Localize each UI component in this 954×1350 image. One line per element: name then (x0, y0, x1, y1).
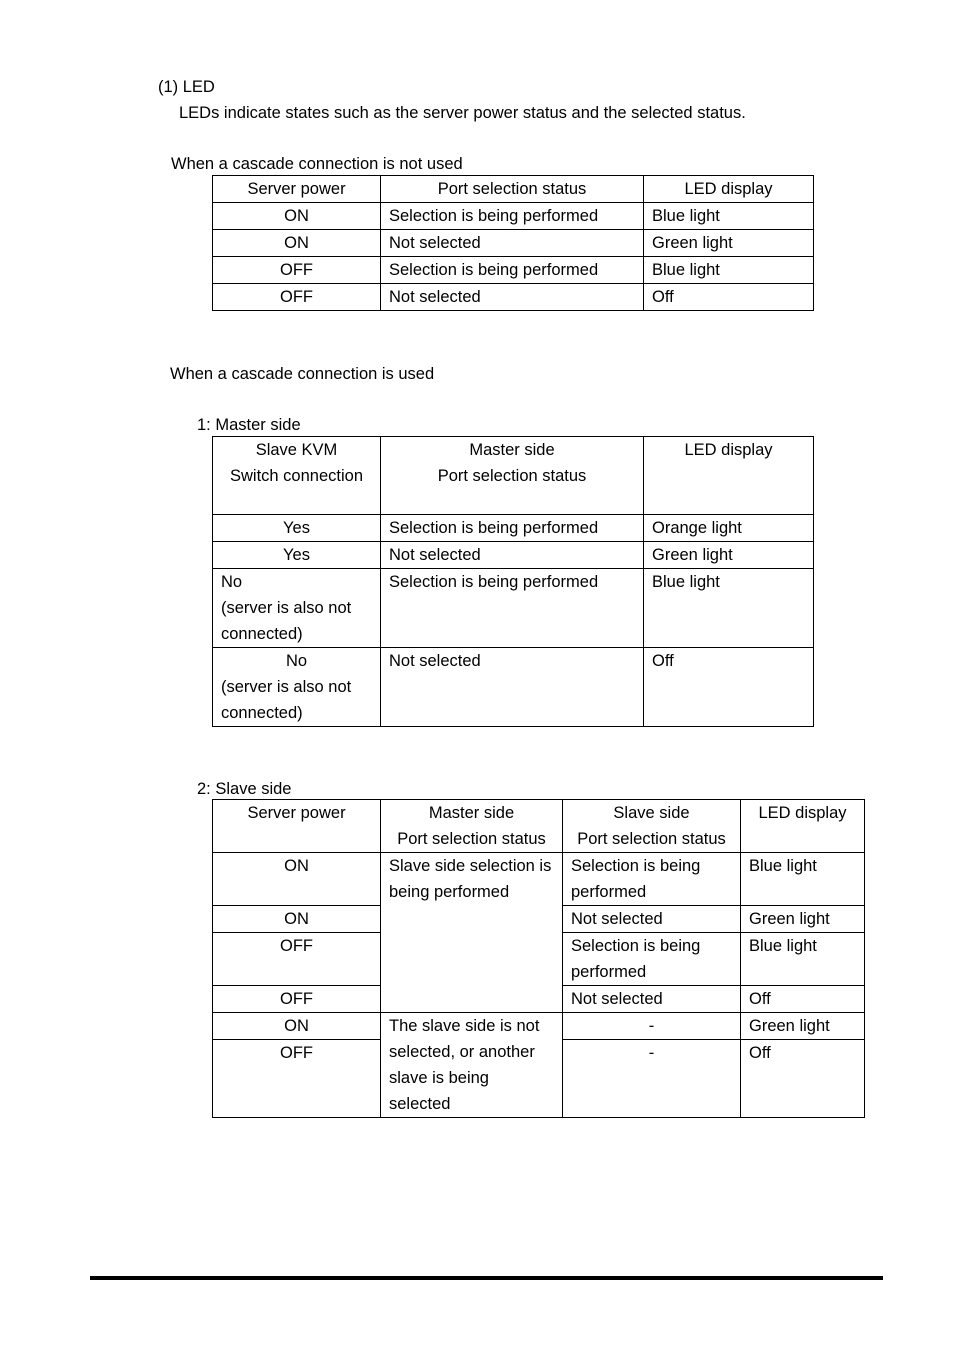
cell-server-power: ON (213, 203, 381, 230)
table2-caption: 1: Master side (197, 416, 301, 434)
cell-led-display: Green light (741, 1013, 865, 1040)
cell-slave-connection: Yes (213, 515, 381, 542)
table-row (213, 648, 814, 727)
table-row (213, 853, 865, 906)
section-intro: LEDs indicate states such as the server power status and the selected status. (179, 104, 746, 122)
cell-slave-connection (213, 569, 381, 648)
footer-rule (90, 1276, 883, 1280)
cell-server-power: ON (213, 1013, 381, 1040)
cell-port-selection: Not selected (381, 230, 644, 257)
header-master-port-selection: Master side Port selection status (381, 800, 563, 853)
cell-led-display: Green light (644, 542, 814, 569)
cell-slave-connection-note: (server is also not connected) (221, 678, 352, 722)
cell-master-group-not-selected: The slave side is not selected, or another slave is being selected (381, 1013, 563, 1118)
table-row (213, 1013, 865, 1040)
cell-slave-connection-note: (server is also not connected) (221, 599, 352, 643)
cell-master-group-selected: Slave side selection is being performed (381, 853, 563, 1013)
header-server-power: Server power (213, 800, 381, 853)
cell-slave-connection (213, 648, 381, 727)
cell-led-display: Off (644, 648, 814, 727)
cell-slave-connection: Yes (213, 542, 381, 569)
table-row (213, 515, 814, 542)
cell-slave-selection: - (563, 1040, 741, 1118)
cell-led-display: Off (644, 284, 814, 311)
cell-slave-selection: Not selected (563, 906, 741, 933)
header-slave-kvm: Slave KVM Switch connection (213, 437, 381, 515)
table3-caption: 2: Slave side (197, 780, 292, 798)
table-master-side (212, 436, 814, 727)
cell-port-selection: Not selected (381, 648, 644, 727)
header-led-display: LED display (741, 800, 865, 853)
cell-slave-selection: Not selected (563, 986, 741, 1013)
cell-led-display: Blue light (741, 853, 865, 906)
table-row (213, 542, 814, 569)
cell-server-power: ON (213, 853, 381, 906)
cell-slave-connection-value: No (285, 652, 308, 670)
header-master-port-selection: Master side Port selection status (381, 437, 644, 515)
cell-led-display: Blue light (644, 569, 814, 648)
table1-caption: When a cascade connection is not used (171, 155, 463, 173)
table-row (213, 284, 814, 311)
table-row (213, 203, 814, 230)
table-no-cascade (212, 175, 814, 311)
cell-port-selection: Not selected (381, 284, 644, 311)
cell-server-power: ON (213, 906, 381, 933)
section-heading: (1) LED (158, 78, 215, 96)
table-row (213, 257, 814, 284)
cell-port-selection: Not selected (381, 542, 644, 569)
cell-slave-selection: Selection is being performed (563, 853, 741, 906)
cell-slave-selection: Selection is being performed (563, 933, 741, 986)
header-port-selection: Port selection status (381, 176, 644, 203)
cell-server-power: OFF (213, 986, 381, 1013)
table-row (213, 569, 814, 648)
cell-server-power: OFF (213, 1040, 381, 1118)
cell-led-display: Off (741, 986, 865, 1013)
header-server-power: Server power (213, 176, 381, 203)
cell-server-power: OFF (213, 284, 381, 311)
cell-server-power: OFF (213, 257, 381, 284)
cell-led-display: Off (741, 1040, 865, 1118)
cell-led-display: Green light (741, 906, 865, 933)
cell-port-selection: Selection is being performed (381, 515, 644, 542)
cell-led-display: Blue light (644, 203, 814, 230)
cascade-caption: When a cascade connection is used (170, 365, 435, 383)
cell-led-display: Blue light (644, 257, 814, 284)
table-row (213, 230, 814, 257)
table-slave-side (212, 799, 865, 1118)
header-slave-port-selection: Slave side Port selection status (563, 800, 741, 853)
cell-led-display: Green light (644, 230, 814, 257)
cell-port-selection: Selection is being performed (381, 569, 644, 648)
cell-server-power: OFF (213, 933, 381, 986)
cell-port-selection: Selection is being performed (381, 257, 644, 284)
header-led-display: LED display (644, 437, 814, 515)
cell-port-selection: Selection is being performed (381, 203, 644, 230)
cell-led-display: Orange light (644, 515, 814, 542)
cell-server-power: ON (213, 230, 381, 257)
cell-slave-connection-value: No (221, 573, 243, 591)
header-led-display: LED display (644, 176, 814, 203)
cell-slave-selection: - (563, 1013, 741, 1040)
cell-led-display: Blue light (741, 933, 865, 986)
